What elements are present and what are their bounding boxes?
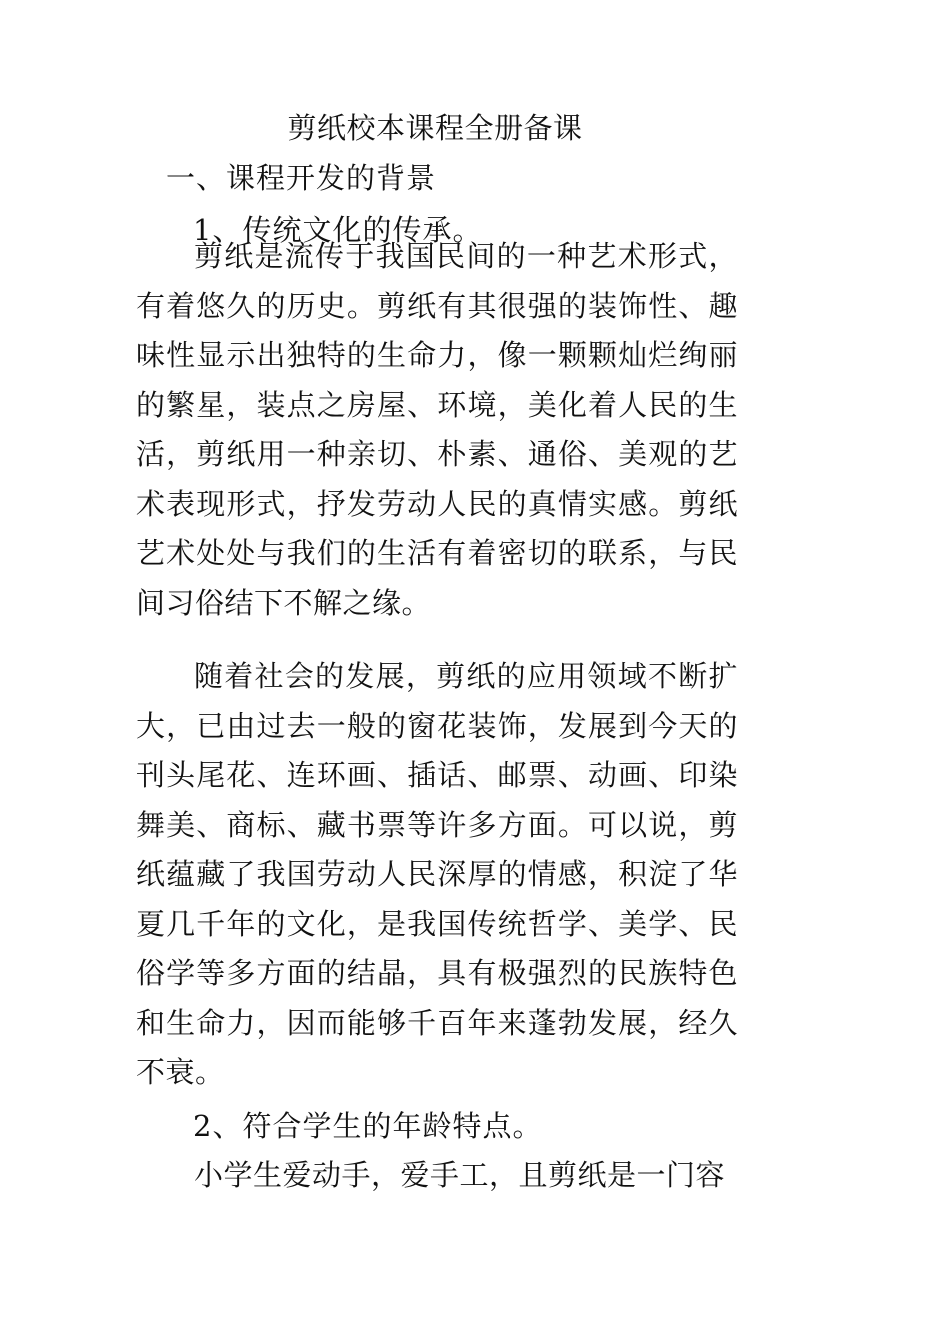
section-heading: 一、课程开发的背景 bbox=[166, 161, 437, 195]
subsection-heading-1: 1、传统文化的传承。 bbox=[193, 213, 483, 247]
paragraph-3: 小学生爱动手，爱手工，且剪纸是一门容 bbox=[194, 1158, 726, 1192]
paragraph-1: 剪纸是流传于我国民间的一种艺术形式，有着悠久的历史。剪纸有其很强的装饰性、趣味性显示出独特的生命力，像一颗颗灿烂绚丽的繁星，装点之房屋、环境，美化着人民的生活，剪纸用一种亲切、朴素、通俗、美观的艺术表现形式，抒发劳动人民的真情实感。剪纸艺术处处与我们的生活有着密切的联系，与民间习俗结下不解之缘。 bbox=[136, 239, 738, 620]
document-title: 剪纸校本课程全册备课 bbox=[287, 111, 583, 145]
paragraph-2: 随着社会的发展，剪纸的应用领域不断扩大，已由过去一般的窗花装饰，发展到今天的刊头尾花、连环画、插话、邮票、动画、印染舞美、商标、藏书票等许多方面。可以说，剪纸蕴藏了我国劳动人民深厚的情感，积淀了华夏几千年的文化，是我国传统哲学、美学、民俗学等多方面的结晶，具有极强烈的民族特色和生命力，因而能够千百年来蓬勃发展，经久不衰。 bbox=[136, 659, 738, 1089]
subsection-heading-2: 2、符合学生的年龄特点。 bbox=[193, 1109, 543, 1143]
